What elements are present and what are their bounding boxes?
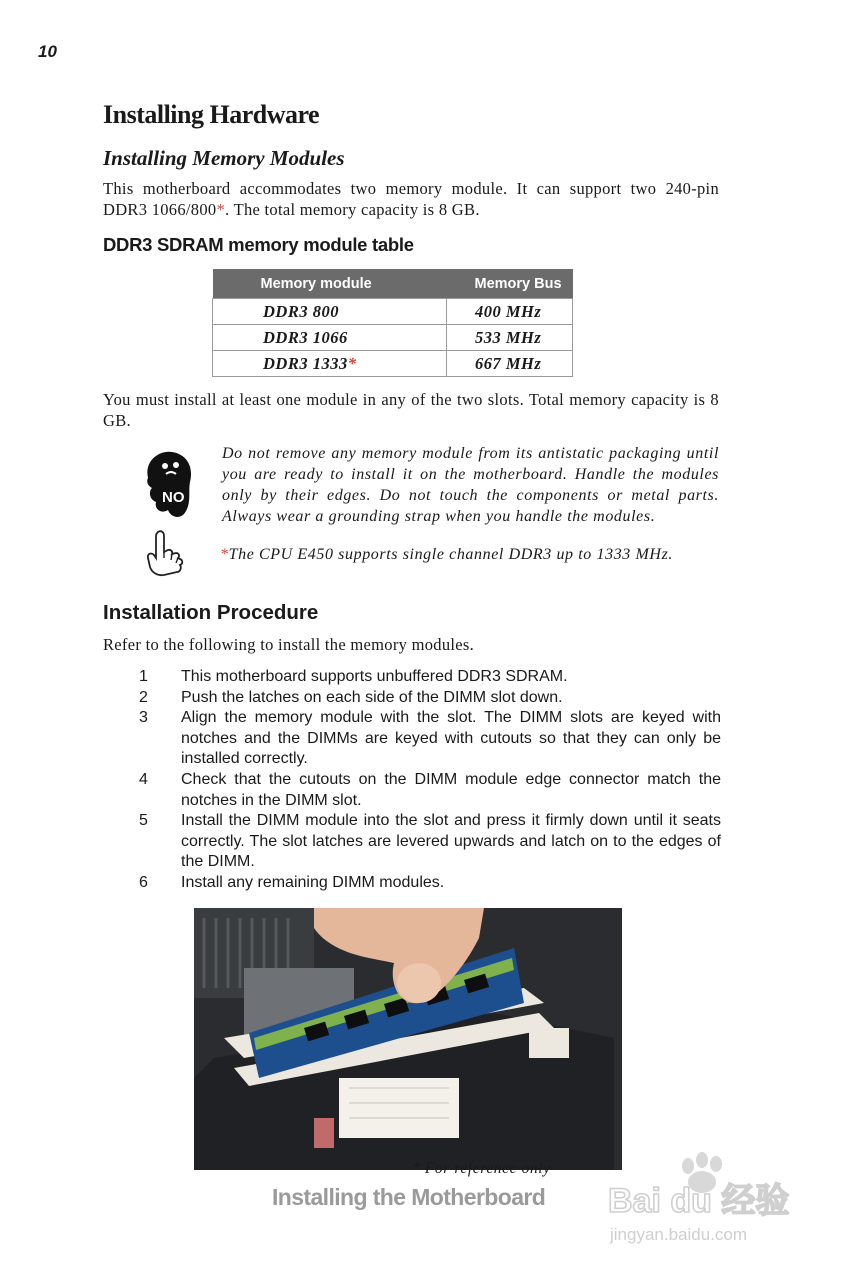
step-text: Install the DIMM module into the slot and press it firmly down until it seats correctly. The slot latches are levered upwards and latch on to the edges of the DIMM. [181,812,721,871]
step-number: 5 [139,812,148,830]
watermark-url: jingyan.baidu.com [610,1225,748,1244]
photo-caption: * For reference only [412,1160,551,1177]
tip-asterisk: * [220,546,229,563]
step-number: 2 [139,688,148,706]
table-cell-bus: 400 MHz [447,299,573,325]
dimm-installation-photo [194,908,622,1170]
module-asterisk: * [347,353,357,373]
intro-text-end: . The total memory capacity is 8 GB. [225,200,480,219]
no-warning-icon [140,448,200,520]
memory-module-table [212,269,573,377]
table-cell-bus: 533 MHz [447,325,573,351]
tip-text [220,544,720,565]
step-number: 1 [139,668,148,685]
list-item [139,811,721,873]
intro-asterisk: * [216,200,226,219]
table-header-row [213,269,573,299]
no-icon-label: NO [162,489,185,506]
table-cell-module [213,351,447,377]
step-text: Install any remaining DIMM modules. [181,873,445,891]
section-subtitle: Installing Memory Modules [103,146,345,170]
step-text: Check that the cutouts on the DIMM module edge connector match the notches in the DIMM slot. [181,770,721,809]
warning-text: Do not remove any memory module from its antistatic packaging until you are ready to install it on the motherboard. Handle the modules only by their edges. Do not touch the components or metal parts. Always wear a grounding strap when you handle the modules. [222,445,719,525]
column-header-module: Memory module [213,269,447,299]
module-name: DDR3 1066 [263,327,348,347]
intro-text: This motherboard accommodates two memory module. It can support two 240-pin DDR3 1066/800 [103,179,719,219]
table-row [213,351,573,377]
step-number: 6 [139,873,148,891]
procedure-heading: Installation Procedure [103,601,319,624]
page-title: Installing Hardware [103,100,320,129]
page-number: 10 [38,42,57,61]
step-text: Push the latches on each side of the DIMM slot down. [181,688,563,706]
step-text: This motherboard supports unbuffered DDR3 SDRAM. [181,668,568,685]
table-heading: DDR3 SDRAM memory module table [103,234,414,255]
install-note: You must install at least one module in any of the two slots. Total memory capacity is 8 GB. [103,390,719,430]
table-row [213,325,573,351]
list-item [139,873,721,894]
table-cell-module [213,299,447,325]
list-item [139,708,721,770]
list-item [139,688,721,709]
baidu-watermark [606,1150,806,1250]
module-name: DDR3 1333 [263,353,348,373]
procedure-steps [139,667,721,894]
column-header-bus: Memory Bus [447,269,573,299]
procedure-intro: Refer to the following to install the memory modules. [103,635,475,654]
pointing-hand-icon [144,528,186,580]
list-item [139,667,721,688]
table-row [213,299,573,325]
chapter-footer: Installing the Motherboard [272,1184,546,1210]
table-cell-module [213,325,447,351]
step-number: 4 [139,770,148,788]
table-cell-bus: 667 MHz [447,351,573,377]
watermark-brand: Bai du 经验 [608,1182,790,1220]
step-text: Align the memory module with the slot. The DIMM slots are keyed with notches and the DIMMs are keyed with cutouts so that they can only be installed correctly. [181,709,721,768]
module-name: DDR3 800 [263,301,339,321]
intro-paragraph [103,178,719,220]
list-item [139,770,721,811]
step-number: 3 [139,709,148,727]
tip-body: The CPU E450 supports single channel DDR3 up to 1333 MHz. [228,546,674,563]
